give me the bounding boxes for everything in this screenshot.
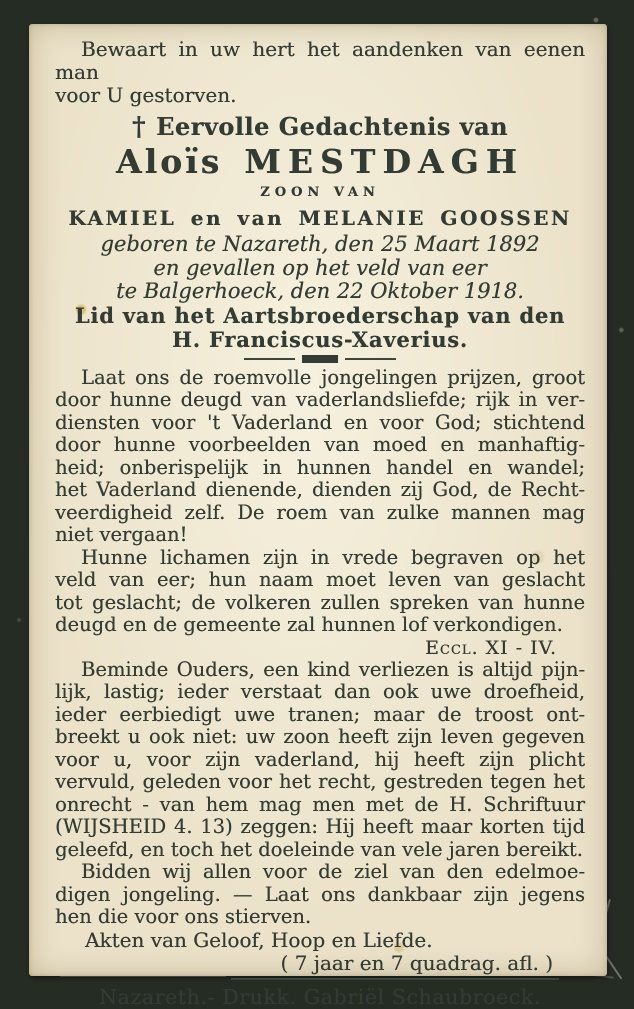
eulogy-paragraph-4: [55, 861, 585, 929]
text-line: digen jongeling. — Laat ons dankbaar zijn jegens: [55, 882, 585, 906]
text-line: niet vergaan!: [55, 523, 188, 546]
memorial-card: [29, 24, 607, 1009]
divider-line-right: [345, 358, 396, 360]
text-line: veerdigheid zelf. De roem van zulke mannen mag: [55, 500, 585, 524]
text-line: voor u, voor zijn vaderland, hij heeft zijn plicht: [55, 747, 585, 771]
divider-line-left: [244, 358, 295, 360]
text-line: Hunne lichamen zijn in vrede begraven op het: [81, 545, 585, 569]
scripture-citation: Eccl. XI - IV.: [425, 636, 557, 659]
deceased-first-name: Aloïs: [116, 142, 223, 181]
text-line: ieder eerbiedigt uwe tranen; maar de troost ont-: [55, 702, 585, 726]
text-line: H. Franciscus-Xaverius.: [172, 326, 468, 352]
intro-text: [55, 38, 585, 107]
text-line: door hunne deugd van vaderlandsliefde; rijk in ver-: [55, 388, 585, 411]
text-line: het Vaderland dienende, dienden zij God, de Recht-: [55, 478, 585, 501]
cross-icon: †: [131, 112, 147, 142]
text-line: tot geslacht; de volkeren zullen spreken van hunne: [55, 590, 585, 614]
text-line: Lid van het Aartsbroederschap van den: [74, 302, 566, 328]
footer-rules: [55, 976, 585, 981]
parents-names: KAMIEL en van MELANIE GOOSSEN: [68, 206, 572, 230]
text-line: heid; onberispelijk in hunnen handel en wandel;: [55, 455, 585, 479]
text-line: veld van eer; hun naam moet leven van geslacht: [55, 568, 585, 591]
text-line: voor U gestorven.: [55, 83, 237, 107]
text-line: hen die voor ons stierven.: [55, 905, 312, 928]
deceased-last-name: MESTDAGH: [244, 142, 524, 181]
text-line: Bewaart in uw hert het aandenken van eenen man: [55, 37, 585, 84]
eulogy-paragraph-1: [55, 367, 585, 547]
printer-imprint: Nazareth.- Drukk. Gabriël Schaubroeck.: [99, 984, 541, 1009]
text-line: onrecht - van hem mag men met de H. Schriftuur: [55, 792, 585, 816]
text-line: diensten voor 't Vaderland en voor God; stichtend: [55, 410, 585, 434]
acts-line: Akten van Geloof, Hoop en Liefde.: [85, 927, 433, 952]
section-divider: [244, 355, 396, 364]
footer-rule-right: [231, 978, 559, 980]
text-line: breekt u ook niet: uw zoon heeft zijn leven gegeven: [55, 725, 585, 748]
memorial-title: [55, 112, 585, 142]
text-line: (WIJSHEID 4. 13) zeggen: Hij heeft maar korten tijd: [55, 815, 585, 838]
text-line: Laat ons de roemvolle jongelingen prijzen, groot: [81, 365, 585, 389]
text-line: en gevallen op het veld van eer: [153, 255, 487, 280]
text-line: deugd en de gemeente zal hunnen lof verkondigen.: [55, 613, 563, 636]
divider-center-block: [302, 355, 338, 363]
deceased-name: [55, 142, 585, 182]
text-line: Beminde Ouders, een kind verliezen is altijd pijn-: [81, 657, 585, 681]
son-of-label: ZOON VAN: [260, 185, 380, 200]
text-line: geboren te Nazareth, den 25 Maart 1892: [100, 232, 540, 256]
birth-death-lines: [55, 233, 585, 304]
confraternity-lines: [55, 304, 585, 352]
text-line: geleefd, en toch het doeleinde van vele jaren bereikt.: [55, 837, 583, 861]
text-line: vervuld, geleden voor het recht, gestreden tegen het: [55, 770, 585, 793]
text-line: Bidden wij allen voor de ziel van den edelmoe-: [81, 860, 585, 883]
eulogy-paragraph-2: [55, 547, 585, 637]
eulogy-paragraph-3: [55, 659, 585, 862]
footer-rule-left: [60, 976, 226, 978]
text-line: lijk, lastig; ieder verstaat dan ook uwe droefheid,: [55, 680, 585, 703]
text-line: te Balgerhoeck, den 22 Oktober 1918.: [116, 279, 524, 303]
text-line: door hunne voorbeelden van moed en manhaftig-: [55, 433, 585, 456]
indulgence-note: ( 7 jaar en 7 quadrag. afl. ): [280, 950, 553, 975]
memorial-title-text: Eervolle Gedachtenis van: [156, 112, 509, 141]
